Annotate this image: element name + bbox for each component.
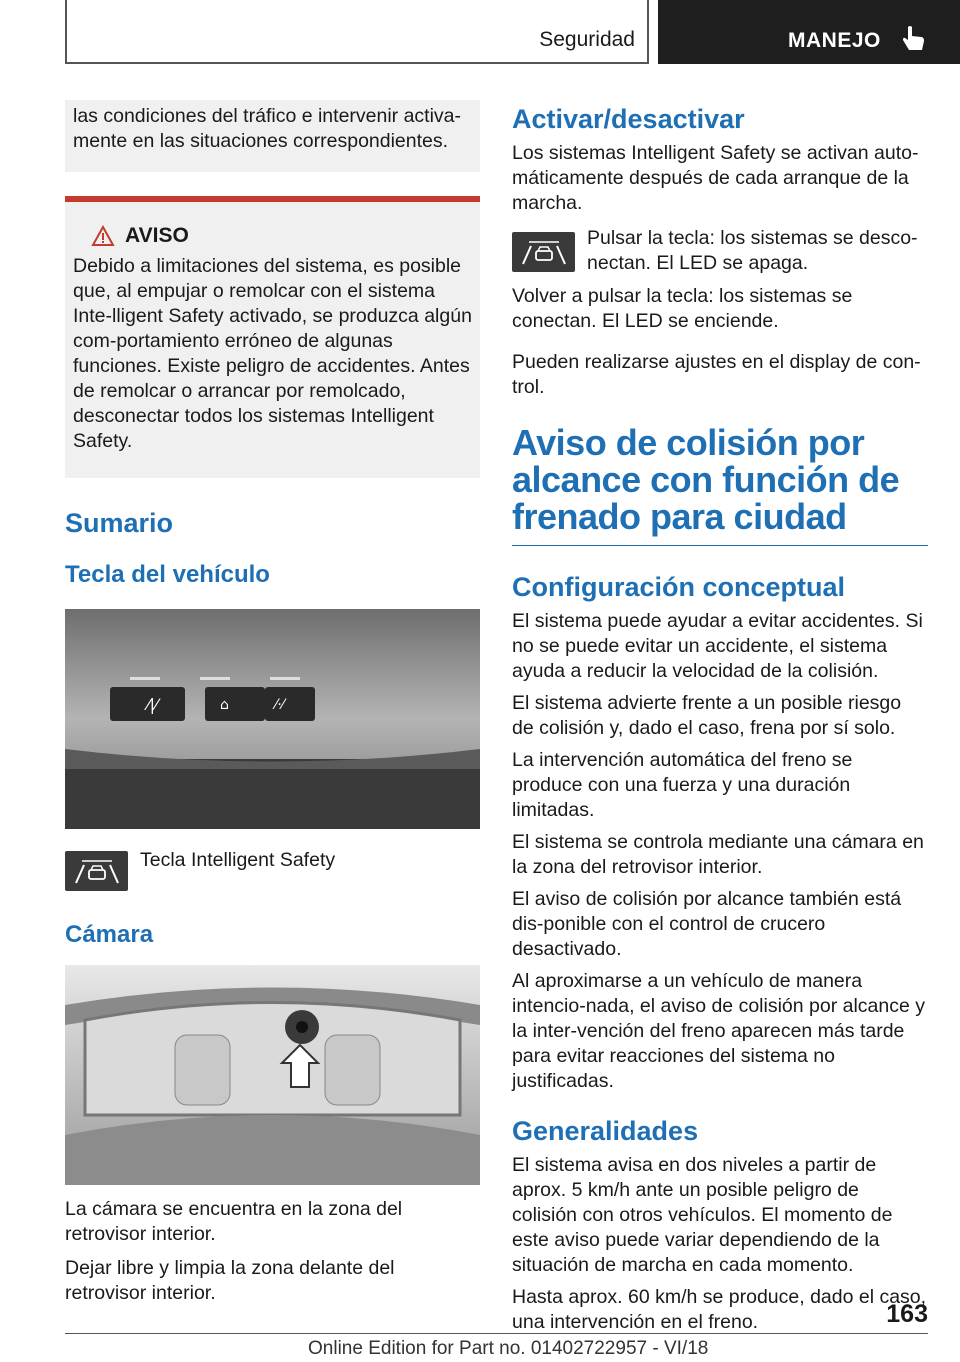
edition-footer: Online Edition for Part no. 01402722957 - VI/18 bbox=[308, 1338, 709, 1359]
warning-text: Debido a limitaciones del sistema, es posible que, al empujar o remolcar con el sistema Inte-lligent Safety activado, se produzca algún com-portamiento erróneo de algunas funciones. Existe peligro de accidentes. Antes de remolcar o arrancar por remolcado, desconectar todos los sistemas Intelligent Safety. bbox=[73, 255, 472, 452]
activar-icon-text: Pulsar la tecla: los sistemas se desco-nectan. El LED se apaga. bbox=[587, 227, 918, 274]
camera-text-2: Dejar libre y limpia la zona delante del retrovisor interior. bbox=[65, 1257, 395, 1304]
general-text-1: El sistema avisa en dos niveles a partir de aprox. 5 km/h ante un posible peligro de colisión con otros vehículos. El momento de este aviso puede variar dependiendo de la situación de marcha en cada momento. bbox=[512, 1154, 893, 1276]
config-text-6: Al aproximarse a un vehículo de manera intencio-nada, el aviso de colisión por alcance y la inter-vención del freno aparecen más tarde para evitar reacciones del sistema no justificadas. bbox=[512, 970, 925, 1092]
heading-activar: Activar/desactivar bbox=[512, 104, 745, 134]
activar-icon-row bbox=[512, 226, 928, 276]
svg-text:⁄·⁄: ⁄·⁄ bbox=[275, 697, 285, 713]
chapter-tab[interactable] bbox=[658, 0, 960, 64]
heading-camara: Cámara bbox=[65, 921, 154, 948]
chapter-heading: Aviso de colisión por alcance con función de frenado para ciudad bbox=[512, 422, 900, 537]
svg-text:⌂: ⌂ bbox=[220, 697, 229, 713]
intelligent-safety-key-icon bbox=[65, 851, 128, 891]
activar-text-3: Pueden realizarse ajustes en el display de con-trol. bbox=[512, 351, 921, 398]
vehicle-key-photo bbox=[65, 609, 480, 829]
activar-text-2: Volver a pulsar la tecla: los sistemas se conectan. El LED se enciende. bbox=[512, 285, 853, 332]
camera-location-photo bbox=[65, 965, 480, 1185]
continued-note-text: las condiciones del tráfico e intervenir activa-mente en las situaciones correspondientes. bbox=[73, 105, 462, 152]
intelligent-safety-key-icon bbox=[512, 232, 575, 272]
footer-rule bbox=[65, 1333, 928, 1334]
section-title: Seguridad bbox=[539, 28, 635, 51]
warning-header bbox=[91, 224, 472, 248]
heading-sumario: Sumario bbox=[65, 508, 174, 538]
heading-tecla: Tecla del vehículo bbox=[65, 561, 270, 588]
chapter-heading-block bbox=[512, 424, 928, 546]
svg-text:⁄|⁄: ⁄|⁄ bbox=[147, 695, 158, 714]
right-column bbox=[512, 100, 928, 1335]
left-column bbox=[65, 100, 480, 1306]
camera-text-1: La cámara se encuentra en la zona del retrovisor interior. bbox=[65, 1198, 403, 1245]
config-text-3: La intervención automática del freno se produce con una fuerza y una duración limitadas. bbox=[512, 749, 853, 821]
heading-config: Configuración conceptual bbox=[512, 572, 846, 602]
config-text-4: El sistema se controla mediante una cámara en la zona del retrovisor interior. bbox=[512, 831, 924, 878]
warning-triangle-icon bbox=[91, 225, 115, 247]
config-text-5: El aviso de colisión por alcance también está dis-ponible con el control de crucero desactivado. bbox=[512, 888, 902, 960]
config-text-2: El sistema advierte frente a un posible riesgo de colisión y, dado el caso, frena por sí solo. bbox=[512, 692, 902, 739]
warning-title: AVISO bbox=[125, 224, 189, 247]
header-section-box bbox=[65, 0, 649, 64]
continued-note bbox=[65, 100, 480, 172]
hand-pointer-icon bbox=[900, 24, 930, 54]
key-caption-row bbox=[65, 851, 480, 891]
chapter-tab-label: MANEJO bbox=[788, 29, 881, 52]
warning-box bbox=[65, 196, 480, 478]
heading-generalidades: Generalidades bbox=[512, 1116, 699, 1146]
activar-text-1: Los sistemas Intelligent Safety se activan auto-máticamente después de cada arranque de la marcha. bbox=[512, 142, 919, 214]
key-caption: Tecla Intelligent Safety bbox=[140, 849, 336, 871]
general-text-2: Hasta aprox. 60 km/h se produce, dado el caso, una intervención en el freno. bbox=[512, 1286, 927, 1333]
page-number: 163 bbox=[886, 1300, 928, 1328]
config-text-1: El sistema puede ayudar a evitar accidentes. Si no se puede evitar un accidente, el sistema ayuda a reducir la velocidad de la colisión. bbox=[512, 610, 923, 682]
